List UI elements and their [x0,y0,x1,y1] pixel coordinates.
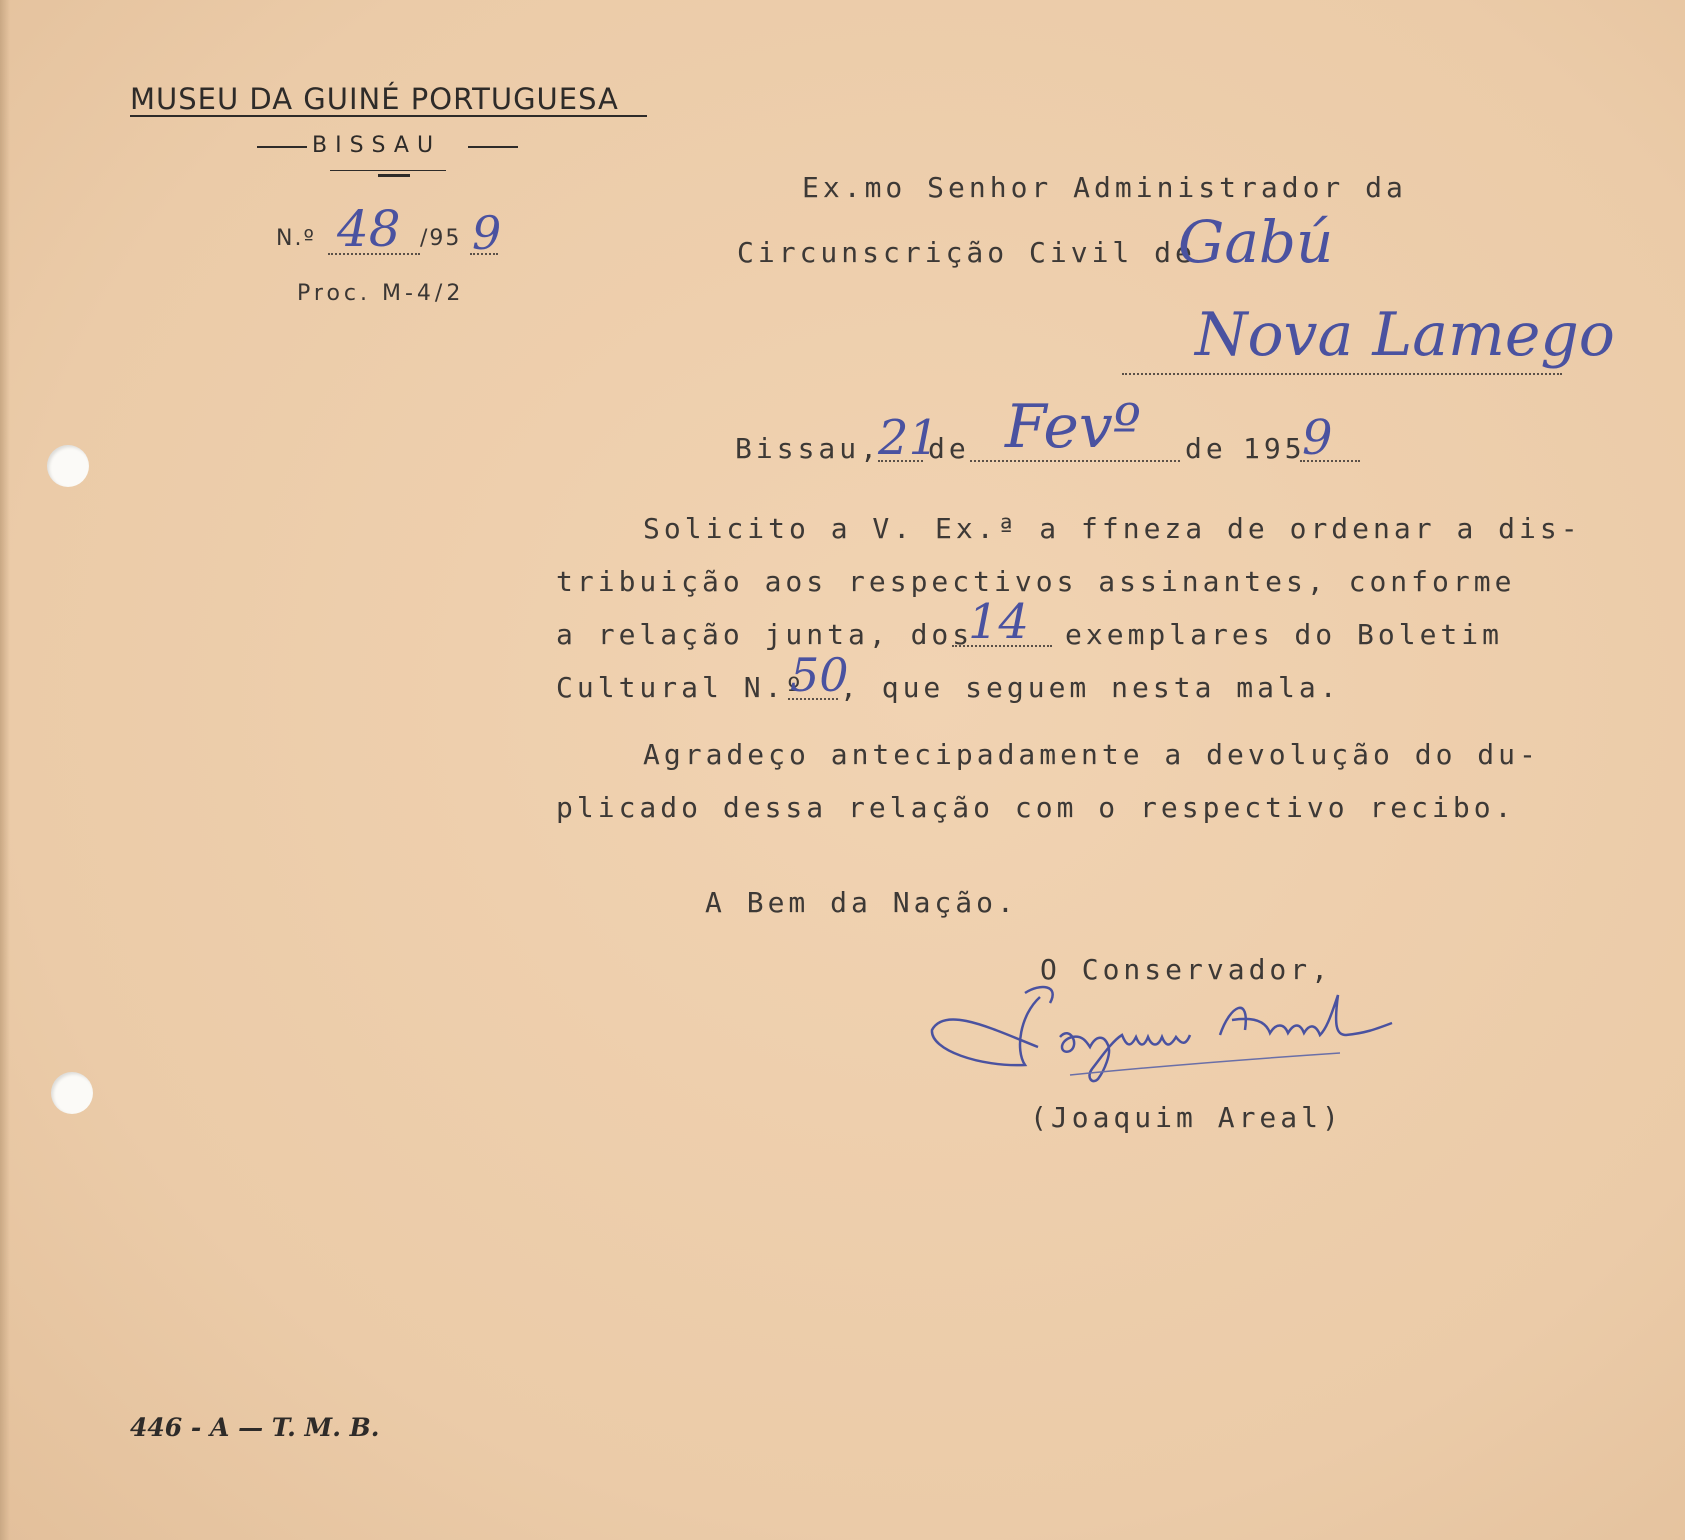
handwritten-place-1: Gabú [1178,208,1334,276]
date-day-handwritten: 21 [878,410,940,466]
body-line-3a: a relação junta, dos [556,618,974,651]
letterhead-dash-left [257,146,307,148]
body-line-4a: Cultural N.º [556,671,807,704]
page-edge-shadow [0,0,10,1540]
copies-handwritten: 14 [968,594,1030,650]
number-prefix: N.º [276,226,316,251]
handwritten-place-2: Nova Lamego [1195,300,1615,370]
closing-salutation: A Bem da Nação. [705,886,1018,919]
letterhead-rule [130,115,647,117]
body-line-1: Solicito a V. Ex.ª a ffneza de ordenar a dis- [643,512,1582,545]
date-month-handwritten: Fevº [1005,392,1141,462]
place-dotted-line [1122,373,1562,375]
date-city: Bissau, [735,432,882,465]
signatory-name: (Joaquim Areal) [1030,1101,1343,1134]
letterhead-dash-right [468,146,518,148]
closing-role: O Conservador, [1040,953,1333,986]
process-reference: Proc. M-4/2 [297,281,465,306]
date-de-1: de [928,432,970,465]
letterhead-underline-bold [378,174,410,177]
date-de-2: de [1185,432,1227,465]
body-line-2: tribuição aos respectivos assinantes, conforme [556,565,1516,598]
letterhead-underline [330,170,446,171]
punch-hole-top [47,445,89,487]
addressee-line-2: Circunscrição Civil de [737,236,1196,269]
date-year-handwritten: 9 [1302,410,1333,466]
issue-handwritten: 50 [790,648,849,702]
body-line-6: plicado dessa relação com o respectivo recibo. [556,791,1516,824]
addressee-line-1: Ex.mo Senhor Administrador da [802,171,1407,204]
punch-hole-bottom [51,1072,93,1114]
institution-name: MUSEU DA GUINÉ PORTUGUESA [130,82,619,116]
number-year-prefix: /95 [420,226,462,251]
print-code: 446 - A — T. M. B. [130,1413,380,1442]
signature-image [920,975,1460,1085]
body-line-5: Agradeço antecipadamente a devolução do du- [643,738,1540,771]
number-handwritten: 48 [337,200,401,258]
body-line-3b: exemplares do Boletim [1065,618,1504,651]
letterhead-city: BISSAU [312,133,442,158]
date-year-prefix: 195 [1243,432,1306,465]
number-year-handwritten: 9 [472,206,502,260]
body-line-4b: , que seguem nesta mala. [840,671,1341,704]
